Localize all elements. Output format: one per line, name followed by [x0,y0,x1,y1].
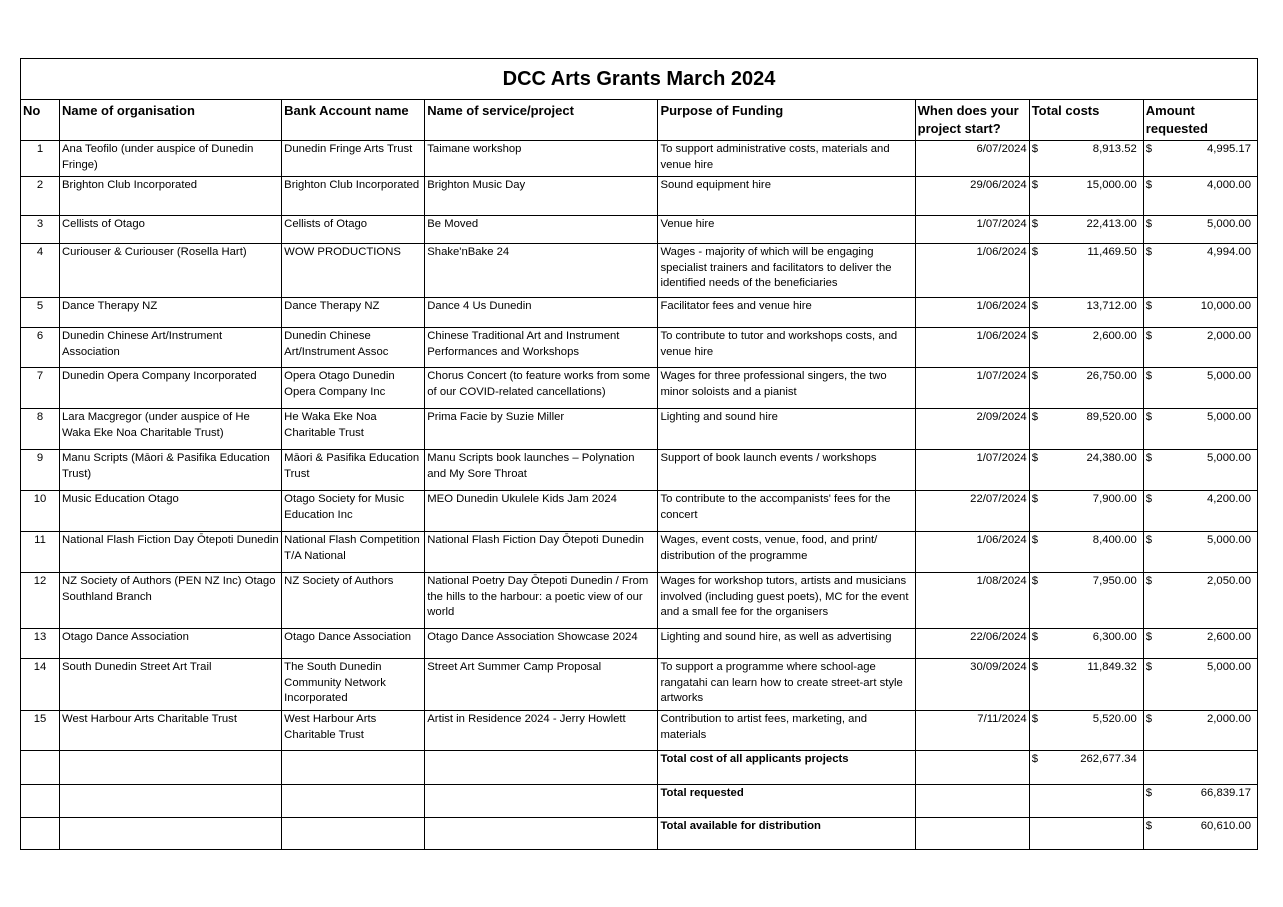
currency-symbol: $ [1145,143,1153,155]
currency-symbol: $ [1031,370,1038,382]
project-start-date: 1/08/2024 [915,573,1029,629]
amount-requested: 5,000.00 [1207,411,1251,423]
currency-symbol: $ [1145,218,1153,230]
table-row [21,532,1258,573]
project-start-date: 1/07/2024 [915,368,1029,409]
total-costs: 2,600.00 [1092,330,1137,342]
currency-symbol: $ [1145,300,1153,312]
service-name: Shake'nBake 24 [425,244,658,298]
organisation-name: Dunedin Chinese Art/Instrument Association [60,328,282,368]
organisation-name: West Harbour Arts Charitable Trust [60,711,282,751]
total-cost-cell [1029,751,1143,785]
project-start-date: 22/06/2024 [915,629,1029,659]
summary-body [21,751,1258,850]
service-name: Taimane workshop [425,141,658,177]
bank-account-name: WOW PRODUCTIONS [282,244,425,298]
currency-symbol: $ [1031,300,1038,312]
bank-account-name: Brighton Club Incorporated [282,177,425,216]
total-costs: 89,520.00 [1086,411,1137,423]
amount-requested: 4,000.00 [1207,179,1251,191]
project-start-date: 1/06/2024 [915,328,1029,368]
currency-symbol: $ [1145,452,1153,464]
row-number: 9 [21,450,60,491]
project-start-date: 22/07/2024 [915,491,1029,532]
amount-requested: 4,995.17 [1207,143,1251,155]
total-costs-cell [1029,244,1143,298]
amount-requested-cell [1143,532,1257,573]
summary-row-total-requested [21,785,1258,818]
total-costs-cell [1029,450,1143,491]
amount-requested: 5,000.00 [1207,218,1251,230]
header-start-date: When does your project start? [915,100,1029,141]
total-costs: 11,469.50 [1087,246,1137,258]
project-start-date: 1/06/2024 [915,244,1029,298]
organisation-name: Curiouser & Curiouser (Rosella Hart) [60,244,282,298]
project-start-date: 6/07/2024 [915,141,1029,177]
amount-requested-cell [1143,328,1257,368]
table-row [21,177,1258,216]
funding-purpose: Support of book launch events / workshops [658,450,915,491]
project-start-date: 1/07/2024 [915,216,1029,244]
service-name: Otago Dance Association Showcase 2024 [425,629,658,659]
organisation-name: Lara Macgregor (under auspice of He Waka Eke Noa Charitable Trust) [60,409,282,450]
service-name: Brighton Music Day [425,177,658,216]
service-name: MEO Dunedin Ukulele Kids Jam 2024 [425,491,658,532]
total-costs: 8,400.00 [1092,534,1137,546]
bank-account-name: Otago Society for Music Education Inc [282,491,425,532]
funding-purpose: To contribute to tutor and workshops costs, and venue hire [658,328,915,368]
total-available-label: Total available for distribution [658,818,915,850]
total-costs: 7,950.00 [1092,575,1137,587]
bank-account-name: National Flash Competition T/A National [282,532,425,573]
currency-symbol: $ [1031,246,1038,258]
total-cost-value: 262,677.34 [1080,753,1137,765]
project-start-date: 1/06/2024 [915,298,1029,328]
bank-account-name: Māori & Pasifika Education Trust [282,450,425,491]
total-costs: 8,913.52 [1092,143,1137,155]
service-name: Artist in Residence 2024 - Jerry Howlett [425,711,658,751]
funding-purpose: Wages for workshop tutors, artists and musicians involved (including guest poets), MC for the event and a small fee for the organisers [658,573,915,629]
table-row [21,711,1258,751]
currency-symbol: $ [1031,452,1038,464]
funding-purpose: Lighting and sound hire, as well as advertising [658,629,915,659]
service-name: Be Moved [425,216,658,244]
currency-symbol: $ [1145,631,1153,643]
organisation-name: NZ Society of Authors (PEN NZ Inc) Otago Southland Branch [60,573,282,629]
total-requested-label: Total requested [658,785,915,818]
amount-requested: 4,994.00 [1207,246,1251,258]
amount-requested-cell [1143,450,1257,491]
service-name: Dance 4 Us Dunedin [425,298,658,328]
total-costs: 22,413.00 [1086,218,1137,230]
table-row [21,368,1258,409]
service-name: National Flash Fiction Day Ōtepoti Dunedin [425,532,658,573]
amount-requested: 2,000.00 [1207,713,1251,725]
funding-purpose: Wages for three professional singers, the two minor soloists and a pianist [658,368,915,409]
currency-symbol: $ [1145,179,1153,191]
amount-requested: 4,200.00 [1207,493,1251,505]
row-number: 7 [21,368,60,409]
organisation-name: Cellists of Otago [60,216,282,244]
total-costs-cell [1029,298,1143,328]
funding-purpose: Lighting and sound hire [658,409,915,450]
amount-requested: 10,000.00 [1200,300,1251,312]
table-row [21,216,1258,244]
total-costs-cell [1029,532,1143,573]
total-costs-cell [1029,573,1143,629]
total-costs: 15,000.00 [1086,179,1137,191]
amount-requested-cell [1143,491,1257,532]
total-costs: 11,849.32 [1087,661,1137,673]
total-requested-value: 66,839.17 [1200,787,1251,799]
total-costs-cell [1029,711,1143,751]
amount-requested: 5,000.00 [1207,534,1251,546]
amount-requested: 2,600.00 [1207,631,1251,643]
currency-symbol: $ [1145,713,1153,725]
currency-symbol: $ [1031,143,1038,155]
funding-purpose: Venue hire [658,216,915,244]
row-number: 11 [21,532,60,573]
bank-account-name: West Harbour Arts Charitable Trust [282,711,425,751]
amount-requested-cell [1143,177,1257,216]
total-costs: 5,520.00 [1092,713,1137,725]
project-start-date: 29/06/2024 [915,177,1029,216]
row-number: 4 [21,244,60,298]
project-start-date: 30/09/2024 [915,659,1029,711]
row-number: 5 [21,298,60,328]
service-name: Chorus Concert (to feature works from some of our COVID-related cancellations) [425,368,658,409]
organisation-name: Dance Therapy NZ [60,298,282,328]
currency-symbol: $ [1145,575,1153,587]
currency-symbol: $ [1031,631,1038,643]
organisation-name: Ana Teofilo (under auspice of Dunedin Fringe) [60,141,282,177]
organisation-name: Otago Dance Association [60,629,282,659]
total-costs-cell [1029,177,1143,216]
amount-requested: 5,000.00 [1207,370,1251,382]
currency-symbol: $ [1031,661,1038,673]
amount-requested: 2,000.00 [1207,330,1251,342]
row-number: 1 [21,141,60,177]
table-row [21,298,1258,328]
amount-requested-cell [1143,141,1257,177]
currency-symbol: $ [1031,218,1038,230]
project-start-date: 2/09/2024 [915,409,1029,450]
project-start-date: 1/07/2024 [915,450,1029,491]
currency-symbol: $ [1145,534,1153,546]
funding-purpose: Wages - majority of which will be engaging specialist trainers and facilitators to deliver the identified needs of the beneficiaries [658,244,915,298]
total-available-cell [1143,818,1257,850]
funding-purpose: Sound equipment hire [658,177,915,216]
header-purpose: Purpose of Funding [658,100,915,141]
summary-row-total-available [21,818,1258,850]
currency-symbol: $ [1145,411,1153,423]
total-costs: 6,300.00 [1092,631,1137,643]
total-costs: 7,900.00 [1092,493,1137,505]
table-body [21,141,1258,751]
table-row [21,659,1258,711]
header-row [21,100,1258,141]
currency-symbol: $ [1145,661,1153,673]
amount-requested-cell [1143,659,1257,711]
table-row [21,450,1258,491]
currency-symbol: $ [1031,493,1038,505]
bank-account-name: Opera Otago Dunedin Opera Company Inc [282,368,425,409]
table-row [21,629,1258,659]
total-costs-cell [1029,216,1143,244]
amount-requested-cell [1143,711,1257,751]
row-number: 6 [21,328,60,368]
grants-table [20,58,1258,850]
amount-requested-cell [1143,298,1257,328]
row-number: 14 [21,659,60,711]
total-costs-cell [1029,141,1143,177]
header-no: No [21,100,60,141]
organisation-name: National Flash Fiction Day Ōtepoti Dunedin [60,532,282,573]
bank-account-name: Dunedin Chinese Art/Instrument Assoc [282,328,425,368]
amount-requested-cell [1143,216,1257,244]
organisation-name: Dunedin Opera Company Incorporated [60,368,282,409]
funding-purpose: To contribute to the accompanists' fees for the concert [658,491,915,532]
bank-account-name: Otago Dance Association [282,629,425,659]
total-costs: 24,380.00 [1086,452,1137,464]
row-number: 2 [21,177,60,216]
amount-requested-cell [1143,409,1257,450]
table-row [21,141,1258,177]
bank-account-name: NZ Society of Authors [282,573,425,629]
title-row [21,59,1258,100]
bank-account-name: The South Dunedin Community Network Incorporated [282,659,425,711]
currency-symbol: $ [1031,534,1038,546]
table-row [21,328,1258,368]
service-name: Chinese Traditional Art and Instrument Performances and Workshops [425,328,658,368]
sheet-title: DCC Arts Grants March 2024 [21,59,1258,100]
bank-account-name: He Waka Eke Noa Charitable Trust [282,409,425,450]
currency-symbol: $ [1031,713,1038,725]
service-name: Prima Facie by Suzie Miller [425,409,658,450]
service-name: Manu Scripts book launches – Polynation and My Sore Throat [425,450,658,491]
currency-symbol: $ [1145,820,1153,832]
bank-account-name: Dance Therapy NZ [282,298,425,328]
currency-symbol: $ [1031,753,1038,765]
amount-requested-cell [1143,573,1257,629]
currency-symbol: $ [1145,246,1153,258]
organisation-name: South Dunedin Street Art Trail [60,659,282,711]
currency-symbol: $ [1031,330,1038,342]
row-number: 13 [21,629,60,659]
funding-purpose: To support a programme where school-age rangatahi can learn how to create street-art style artworks [658,659,915,711]
row-number: 10 [21,491,60,532]
amount-requested: 5,000.00 [1207,661,1251,673]
summary-row-total-cost [21,751,1258,785]
organisation-name: Music Education Otago [60,491,282,532]
funding-purpose: Contribution to artist fees, marketing, and materials [658,711,915,751]
row-number: 3 [21,216,60,244]
project-start-date: 1/06/2024 [915,532,1029,573]
total-requested-cell [1143,785,1257,818]
currency-symbol: $ [1145,493,1153,505]
row-number: 15 [21,711,60,751]
table-row [21,244,1258,298]
total-costs-cell [1029,409,1143,450]
total-costs-cell [1029,629,1143,659]
total-costs-cell [1029,328,1143,368]
table-row [21,491,1258,532]
funding-purpose: Facilitator fees and venue hire [658,298,915,328]
table-row [21,409,1258,450]
bank-account-name: Cellists of Otago [282,216,425,244]
header-bank-account: Bank Account name [282,100,425,141]
total-costs: 26,750.00 [1086,370,1137,382]
total-cost-label: Total cost of all applicants projects [658,751,915,785]
amount-requested-cell [1143,368,1257,409]
currency-symbol: $ [1031,575,1038,587]
currency-symbol: $ [1031,411,1038,423]
project-start-date: 7/11/2024 [915,711,1029,751]
service-name: National Poetry Day Ōtepoti Dunedin / From the hills to the harbour: a poetic view of our world [425,573,658,629]
total-costs: 13,712.00 [1086,300,1137,312]
currency-symbol: $ [1031,179,1038,191]
organisation-name: Brighton Club Incorporated [60,177,282,216]
header-total-costs: Total costs [1029,100,1143,141]
funding-purpose: Wages, event costs, venue, food, and print/ distribution of the programme [658,532,915,573]
amount-requested: 5,000.00 [1207,452,1251,464]
total-costs-cell [1029,491,1143,532]
total-costs-cell [1029,659,1143,711]
header-organisation: Name of organisation [60,100,282,141]
currency-symbol: $ [1145,787,1153,799]
funding-purpose: To support administrative costs, materials and venue hire [658,141,915,177]
amount-requested: 2,050.00 [1207,575,1251,587]
currency-symbol: $ [1145,330,1153,342]
table-row [21,573,1258,629]
amount-requested-cell [1143,629,1257,659]
organisation-name: Manu Scripts (Māori & Pasifika Education Trust) [60,450,282,491]
header-service: Name of service/project [425,100,658,141]
amount-requested-cell [1143,244,1257,298]
currency-symbol: $ [1145,370,1153,382]
total-costs-cell [1029,368,1143,409]
service-name: Street Art Summer Camp Proposal [425,659,658,711]
row-number: 12 [21,573,60,629]
header-amount-requested: Amount requested [1143,100,1257,141]
total-available-value: 60,610.00 [1200,820,1251,832]
row-number: 8 [21,409,60,450]
bank-account-name: Dunedin Fringe Arts Trust [282,141,425,177]
